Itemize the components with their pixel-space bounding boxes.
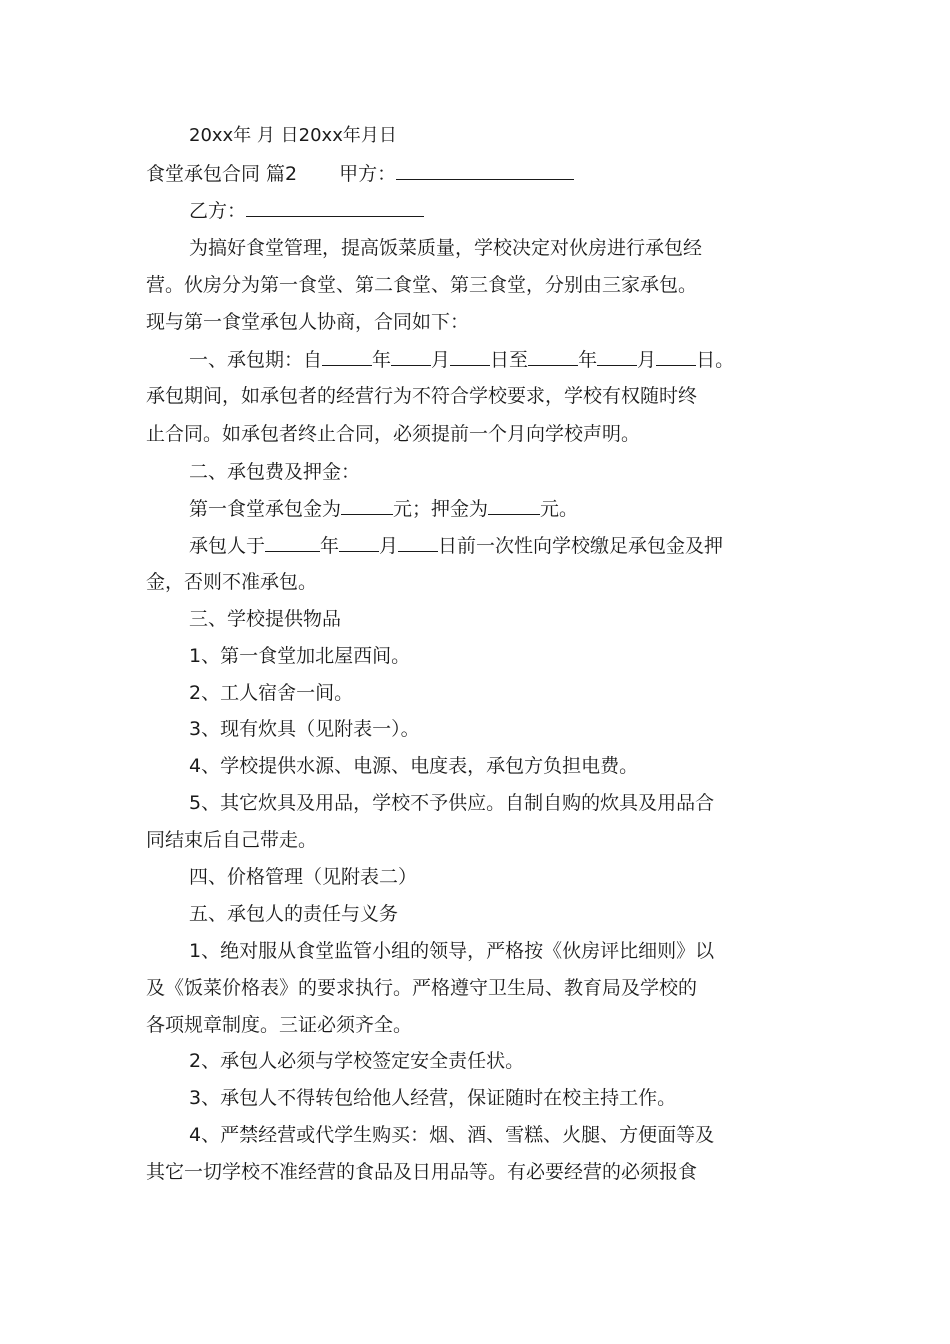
- party-b-label: 乙方：: [189, 200, 247, 222]
- start-year-blank: [322, 347, 372, 366]
- supply-item-3: 3、现有炊具（见附表一）。: [189, 718, 420, 740]
- end-day-blank: [656, 347, 696, 366]
- fee-pay-line: [189, 533, 723, 558]
- supply-item-2: 2、工人宿舍一间。: [189, 682, 354, 704]
- party-b-line: [189, 198, 424, 223]
- title-line: [146, 161, 574, 186]
- duty-3: 3、承包人不得转包给他人经营，保证随时在校主持工作。: [189, 1087, 677, 1109]
- pay-year-label: 年: [320, 535, 340, 557]
- deposit-yuan-label: 元。: [540, 498, 579, 520]
- date-line: 20xx年 月 日20xx年月日: [189, 125, 397, 146]
- fee-yuan-label: 元；押金为: [393, 498, 489, 520]
- period-year-label: 年: [372, 349, 392, 371]
- party-a-label: 甲方：: [339, 163, 397, 185]
- duty-1-line-2: 及《饭菜价格表》的要求执行。严格遵守卫生局、教育局及学校的: [146, 977, 698, 999]
- contract-title: 食堂承包合同 篇2: [146, 163, 298, 185]
- party-a-blank: [396, 161, 574, 180]
- fee-amount-prefix: 第一食堂承包金为: [189, 498, 342, 520]
- intro-line-2: 营。伙房分为第一食堂、第二食堂、第三食堂，分别由三家承包。: [146, 274, 698, 296]
- fee-pay-suffix: 日前一次性向学校缴足承包金及押: [438, 535, 724, 557]
- supply-item-5: 5、其它炊具及用品，学校不予供应。自制自购的炊具及用品合: [189, 792, 715, 814]
- fee-heading: 二、承包费及押金：: [189, 461, 361, 483]
- pay-month-blank: [339, 533, 379, 552]
- party-b-blank: [246, 198, 424, 217]
- period-line: [189, 347, 734, 372]
- duties-heading: 五、承包人的责任与义务: [189, 903, 399, 925]
- end-year-blank: [528, 347, 578, 366]
- deposit-amount-blank: [488, 496, 540, 515]
- duty-4-line-1: 4、严禁经营或代学生购买：烟、酒、雪糕、火腿、方便面等及: [189, 1124, 715, 1146]
- end-month-blank: [597, 347, 637, 366]
- period-text-1: 承包期间，如承包者的经营行为不符合学校要求，学校有权随时终: [146, 385, 698, 407]
- fee-amount-blank: [341, 496, 393, 515]
- period-prefix: 一、承包期：自: [189, 349, 323, 371]
- period-month-label: 月: [431, 349, 451, 371]
- pay-year-blank: [265, 533, 320, 552]
- duty-1-line-3: 各项规章制度。三证必须齐全。: [146, 1014, 413, 1036]
- intro-line-3: 现与第一食堂承包人协商，合同如下：: [146, 311, 470, 333]
- supply-item-1: 1、第一食堂加北屋西间。: [189, 645, 411, 667]
- period-day-to-label: 日至: [490, 349, 529, 371]
- intro-line-1: 为搞好食堂管理，提高饭菜质量，学校决定对伙房进行承包经: [189, 237, 703, 259]
- start-day-blank: [450, 347, 490, 366]
- price-heading: 四、价格管理（见附表二）: [189, 866, 418, 888]
- period-end-year-label: 年: [578, 349, 598, 371]
- supply-item-5-cont: 同结束后自己带走。: [146, 829, 318, 851]
- pay-day-blank: [398, 533, 438, 552]
- period-text-2: 止合同。如承包者终止合同，必须提前一个月向学校声明。: [146, 423, 641, 445]
- supply-item-4: 4、学校提供水源、电源、电度表，承包方负担电费。: [189, 755, 639, 777]
- duty-2: 2、承包人必须与学校签定安全责任状。: [189, 1050, 525, 1072]
- pay-month-label: 月: [379, 535, 399, 557]
- fee-pay-line-2: 金，否则不准承包。: [146, 571, 318, 593]
- supplies-heading: 三、学校提供物品: [189, 608, 342, 630]
- start-month-blank: [391, 347, 431, 366]
- duty-1-line-1: 1、绝对服从食堂监管小组的领导，严格按《伙房评比细则》以: [189, 940, 715, 962]
- fee-pay-prefix: 承包人于: [189, 535, 266, 557]
- fee-amount-line: [189, 496, 578, 521]
- duty-4-line-2: 其它一切学校不准经营的食品及日用品等。有必要经营的必须报食: [146, 1161, 698, 1183]
- period-end-month-label: 月: [637, 349, 657, 371]
- period-day-end-label: 日。: [696, 349, 735, 371]
